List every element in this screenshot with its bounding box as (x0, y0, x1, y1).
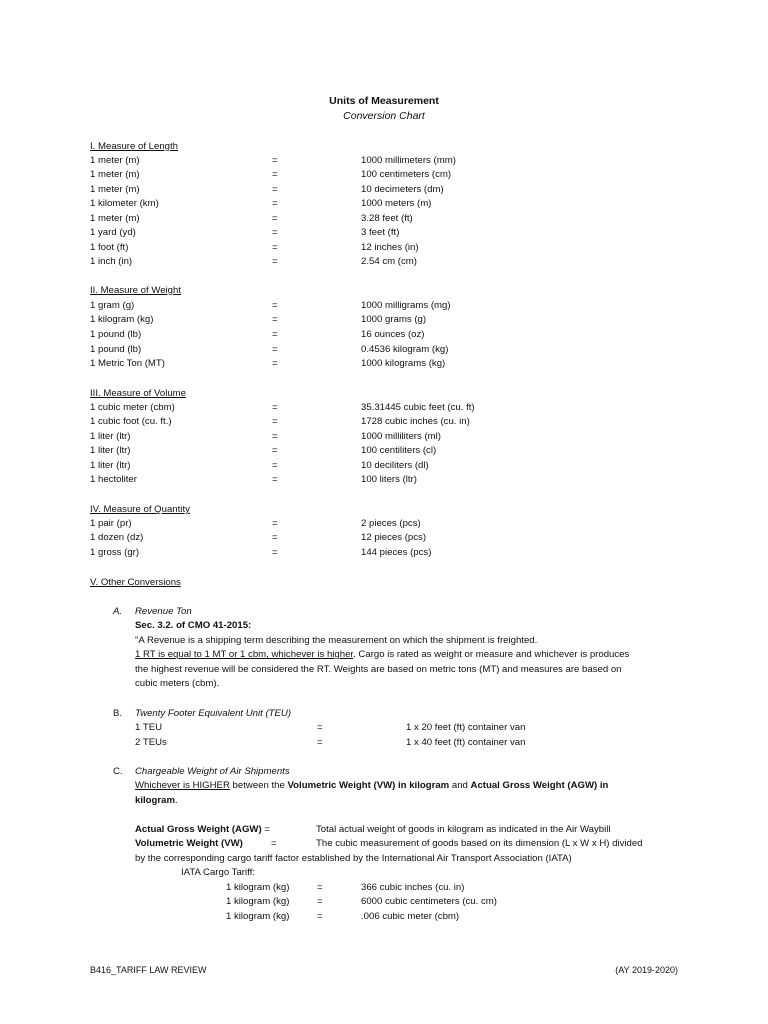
row-right: 2.54 cm (cm) (361, 256, 417, 267)
row-right: 144 pieces (pcs) (361, 547, 432, 558)
row-left: 1 liter (ltr) (90, 431, 131, 442)
row-left: 1 pair (pr) (90, 518, 132, 529)
kilogram-term: kilogram (135, 795, 175, 806)
row-right: 6000 cubic centimeters (cu. cm) (361, 896, 497, 907)
row-left: 1 kilogram (kg) (226, 882, 290, 893)
vw-definition-cont: by the corresponding cargo tariff factor established by the International Air Transport Association (IATA) (135, 853, 572, 864)
row-left: 1 meter (m) (90, 169, 140, 180)
chargeable-rule-line (135, 795, 178, 807)
row-right: 12 inches (in) (361, 242, 419, 253)
row-left: 1 Metric Ton (MT) (90, 358, 165, 369)
revenue-paragraph-line: cubic meters (cbm). (135, 678, 220, 689)
row-left: 1 kilometer (km) (90, 198, 159, 209)
row-eq: = (272, 402, 278, 413)
row-left: 1 pound (lb) (90, 344, 142, 355)
chargeable-weight-label: Chargeable Weight of Air Shipments (135, 766, 290, 777)
footer-academic-year: (AY 2019-2020) (615, 965, 678, 975)
item-marker-a: A. (113, 606, 123, 617)
section-heading-other: V. Other Conversions (90, 577, 181, 588)
row-left: 1 liter (ltr) (90, 445, 131, 456)
row-right: 12 pieces (pcs) (361, 532, 427, 543)
page-subtitle: Conversion Chart (343, 110, 425, 122)
vw-eq: = (271, 838, 277, 849)
row-eq: = (272, 431, 278, 442)
row-left: 1 dozen (dz) (90, 532, 144, 543)
rt-rule: 1 RT is equal to 1 MT or 1 cbm, whichever is higher (135, 649, 354, 660)
section-heading-quantity: IV. Measure of Quantity (90, 504, 190, 515)
row-left: 1 kilogram (kg) (90, 314, 154, 325)
row-left: 1 meter (m) (90, 213, 140, 224)
vw-term-inline: Volumetric Weight (VW) in kilogram (287, 780, 450, 791)
row-eq: = (272, 314, 278, 325)
row-right: 1000 kilograms (kg) (361, 358, 446, 369)
row-eq: = (272, 547, 278, 558)
text-and: and (449, 780, 471, 791)
vw-term: Volumetric Weight (VW) (135, 838, 243, 849)
agw-term: Actual Gross Weight (AGW) (135, 824, 262, 835)
row-eq: = (272, 213, 278, 224)
row-eq: = (272, 242, 278, 253)
iata-tariff-label: IATA Cargo Tariff: (181, 867, 255, 878)
section-heading-weight: II. Measure of Weight (90, 285, 182, 296)
section-heading-length: I. Measure of Length (90, 141, 178, 152)
row-right: 10 deciliters (dl) (361, 460, 429, 471)
row-left: 1 meter (m) (90, 155, 140, 166)
row-right: 0.4536 kilogram (kg) (361, 344, 449, 355)
row-eq: = (272, 518, 278, 529)
vw-definition: The cubic measurement of goods based on its dimension (L x W x H) divided (316, 838, 643, 849)
row-left: 1 gross (gr) (90, 547, 140, 558)
revenue-paragraph-line: the highest revenue will be considered the RT. Weights are based on metric tons (MT) and measures are based on (135, 664, 622, 675)
row-left: 1 cubic meter (cbm) (90, 402, 175, 413)
teu-label: Twenty Footer Equivalent Unit (TEU) (135, 708, 292, 719)
row-left: 1 cubic foot (cu. ft.) (90, 416, 172, 427)
row-left: 1 kilogram (kg) (226, 911, 290, 922)
row-eq: = (317, 722, 323, 733)
row-eq: = (272, 445, 278, 456)
row-eq: = (272, 256, 278, 267)
row-eq: = (272, 358, 278, 369)
revenue-paragraph-line: "A Revenue is a shipping term describing the measurement on which the shipment is freighted. (135, 635, 538, 646)
row-right: 3.28 feet (ft) (361, 213, 413, 224)
row-eq: = (272, 532, 278, 543)
rt-rule-rest: . Cargo is rated as weight or measure and whichever is produces (353, 649, 630, 660)
row-left: 1 pound (lb) (90, 329, 142, 340)
row-eq: = (317, 911, 323, 922)
item-marker-b: B. (113, 708, 123, 719)
row-left: 1 gram (g) (90, 300, 135, 311)
row-eq: = (272, 198, 278, 209)
row-right: 100 centimeters (cm) (361, 169, 452, 180)
row-eq: = (272, 184, 278, 195)
row-eq: = (272, 155, 278, 166)
row-left: 1 hectoliter (90, 474, 137, 485)
row-eq: = (272, 344, 278, 355)
row-left: 1 foot (ft) (90, 242, 129, 253)
row-right: 1000 milligrams (mg) (361, 300, 451, 311)
row-right: .006 cubic meter (cbm) (361, 911, 460, 922)
cmo-section-ref: Sec. 3.2. of CMO 41-2015: (135, 620, 252, 631)
row-eq: = (317, 737, 323, 748)
row-eq: = (317, 896, 323, 907)
row-right: 100 liters (ltr) (361, 474, 417, 485)
footer-course: B416_TARIFF LAW REVIEW (90, 965, 207, 975)
row-eq: = (272, 227, 278, 238)
page-title: Units of Measurement (329, 95, 439, 107)
row-right: 1000 meters (m) (361, 198, 432, 209)
row-eq: = (272, 300, 278, 311)
row-left: 2 TEUs (135, 737, 167, 748)
row-right: 1 x 20 feet (ft) container van (406, 722, 526, 733)
agw-definition-line (135, 824, 270, 836)
row-left: 1 yard (yd) (90, 227, 136, 238)
row-right: 16 ounces (oz) (361, 329, 425, 340)
revenue-paragraph-line (135, 649, 629, 661)
row-right: 1728 cubic inches (cu. in) (361, 416, 470, 427)
row-right: 2 pieces (pcs) (361, 518, 421, 529)
item-marker-c: C. (113, 766, 123, 777)
row-right: 1000 grams (g) (361, 314, 427, 325)
whichever-higher: Whichever is HIGHER (135, 780, 230, 791)
row-right: 366 cubic inches (cu. in) (361, 882, 465, 893)
row-left: 1 liter (ltr) (90, 460, 131, 471)
row-right: 35.31445 cubic feet (cu. ft) (361, 402, 475, 413)
row-left: 1 kilogram (kg) (226, 896, 290, 907)
row-left: 1 meter (m) (90, 184, 140, 195)
section-heading-volume: III. Measure of Volume (90, 388, 186, 399)
row-left: 1 inch (in) (90, 256, 133, 267)
row-eq: = (272, 329, 278, 340)
chargeable-rule-line (135, 780, 608, 792)
text-between: between the (229, 780, 288, 791)
row-right: 3 feet (ft) (361, 227, 400, 238)
agw-term-inline: Actual Gross Weight (AGW) in (470, 780, 609, 791)
row-right: 1000 millimeters (mm) (361, 155, 456, 166)
agw-eq: = (261, 824, 270, 835)
row-right: 100 centiliters (cl) (361, 445, 437, 456)
row-right: 1000 milliliters (ml) (361, 431, 441, 442)
row-right: 10 decimeters (dm) (361, 184, 444, 195)
row-eq: = (272, 416, 278, 427)
row-eq: = (272, 474, 278, 485)
agw-definition: Total actual weight of goods in kilogram as indicated in the Air Waybill (316, 824, 611, 835)
row-eq: = (272, 460, 278, 471)
row-left: 1 TEU (135, 722, 163, 733)
row-eq: = (272, 169, 278, 180)
row-eq: = (317, 882, 323, 893)
period: . (175, 795, 178, 806)
revenue-ton-label: Revenue Ton (135, 606, 192, 617)
row-right: 1 x 40 feet (ft) container van (406, 737, 526, 748)
